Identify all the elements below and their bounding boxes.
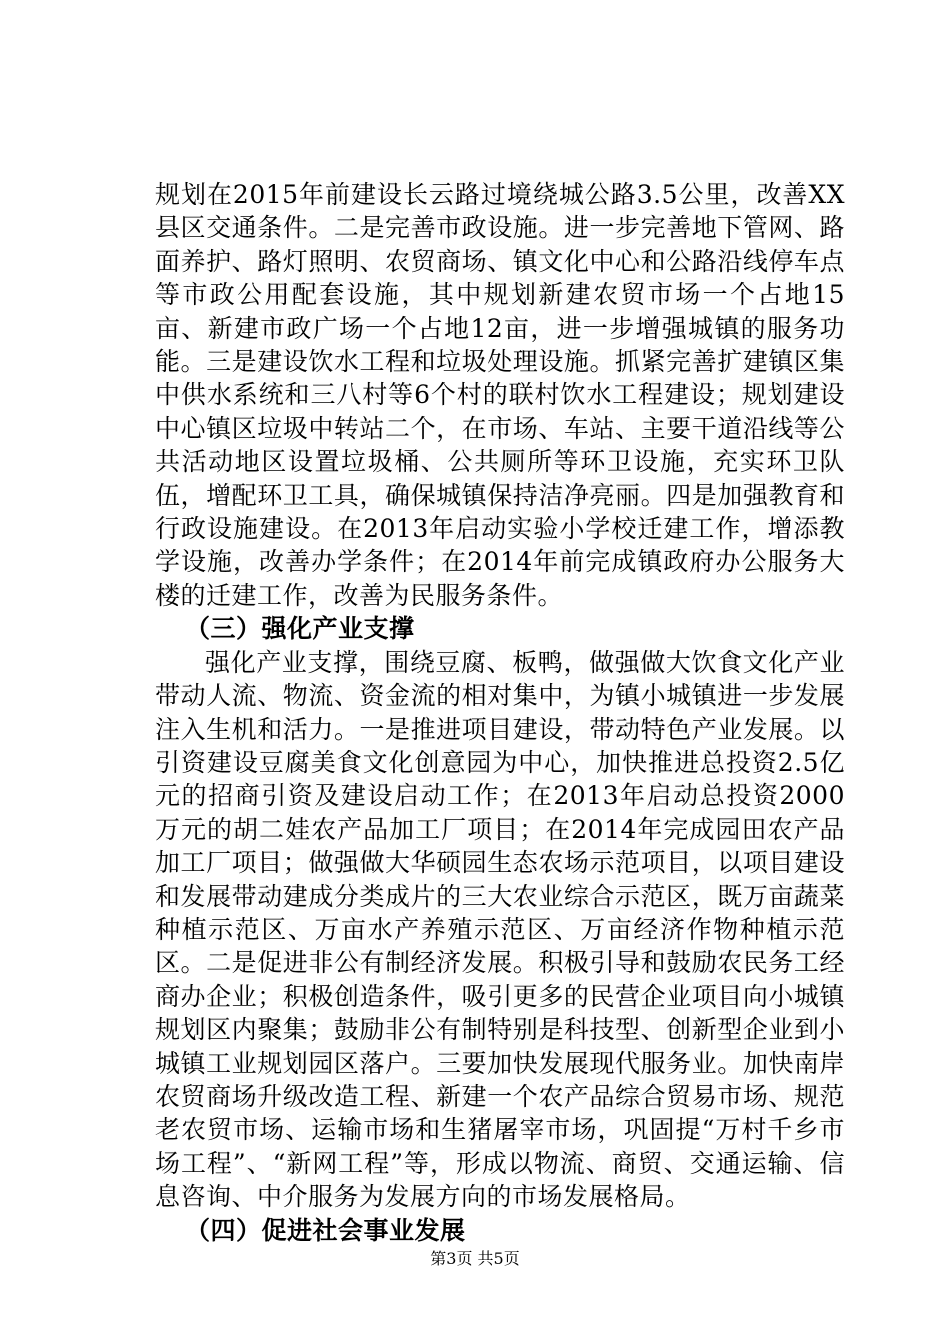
paragraph-industry-support: 强化产业支撑，围绕豆腐、板鸭，做强做大饮食文化产业带动人流、物流、资金流的相对集中，为镇小城镇进一步发展注入生机和活力。一是推进项目建设，带动特色产业发展。以引资建设豆腐美食文化创意园为中心，加快推进总投资2.5亿元的招商引资及建设启动工作；在2013年启动总投资2000万元的胡二娃农产品加工厂项目；在2014年完成园田农产品加工厂项目；做强做大华硕园生态农场示范项目，以项目建设和发展带动建成分类成片的三大农业综合示范区，既万亩蔬菜种植示范区、万亩水产养殖示范区、万亩经济作物种植示范区。二是促进非公有制经济发展。积极引导和鼓励农民务工经商办企业；积极创造条件，吸引更多的民营企业项目向小城镇规划区内聚集；鼓励非公有制特别是科技型、创新型企业到小城镇工业规划园区落户。三要加快发展现代服务业。加快南岸农贸商场升级改造工程、新建一个农产品综合贸易市场、规范老农贸市场、运输市场和生猪屠宰市场，巩固提“万村千乡市场工程”、“新网工程”等，形成以物流、商贸、交通运输、信息咨询、中介服务为发展方向的市场发展格局。 (155, 647, 845, 1212)
section-heading-industry-support: （三）强化产业支撑 (185, 614, 415, 644)
document-body (155, 178, 845, 1247)
page-footer: 第3页 共5页 (430, 1249, 520, 1268)
section-heading-social-development: （四）促进社会事业发展 (185, 1215, 466, 1245)
paragraph-transport-and-facilities: 规划在2015年前建设长云路过境绕城公路3.5公里，改善XX县区交通条件。二是完善市政设施。进一步完善地下管网、路面养护、路灯照明、农贸商场、镇文化中心和公路沿线停车点等市政公用配套设施，其中规划新建农贸市场一个占地15亩、新建市政广场一个占地12亩，进一步增强城镇的服务功能。三是建设饮水工程和垃圾处理设施。抓紧完善扩建镇区集中供水系统和三八村等6个村的联村饮水工程建设；规划建设中心镇区垃圾中转站二个，在市场、车站、主要干道沿线等公共活动地区设置垃圾桶、公共厕所等环卫设施，充实环卫队伍，增配环卫工具，确保城镇保持洁净亮丽。四是加强教育和行政设施建设。在2013年启动实验小学校迁建工作，增添教学设施，改善办学条件；在2014年前完成镇政府办公服务大楼的迁建工作，改善为民服务条件。 (155, 180, 845, 610)
